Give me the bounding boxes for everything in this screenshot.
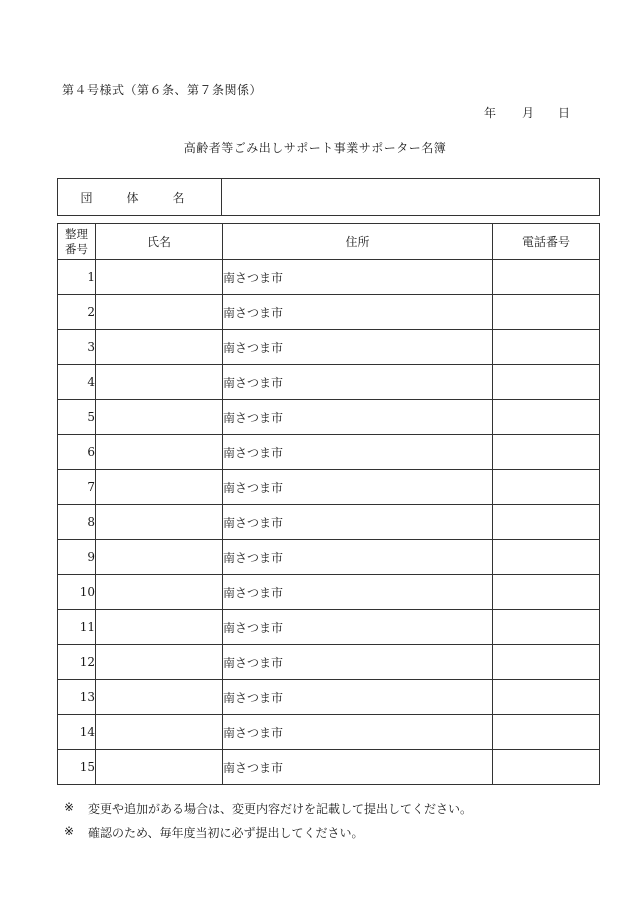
phone-field[interactable]: [493, 610, 600, 645]
phone-field[interactable]: [493, 575, 600, 610]
address-field[interactable]: 南さつま市: [223, 505, 493, 540]
name-field[interactable]: [96, 750, 223, 785]
phone-field[interactable]: [493, 365, 600, 400]
header-number-line2: 番号: [65, 241, 88, 256]
phone-field[interactable]: [493, 505, 600, 540]
group-name-field[interactable]: [222, 179, 599, 215]
row-number: 9: [58, 540, 96, 575]
address-field[interactable]: 南さつま市: [223, 715, 493, 750]
name-field[interactable]: [96, 610, 223, 645]
row-number: 5: [58, 400, 96, 435]
row-number: 11: [58, 610, 96, 645]
address-field[interactable]: 南さつま市: [223, 610, 493, 645]
table-row: [58, 645, 600, 680]
table-row: [58, 330, 600, 365]
note-item: [64, 800, 472, 824]
table-row: [58, 470, 600, 505]
name-field[interactable]: [96, 330, 223, 365]
address-field[interactable]: 南さつま市: [223, 750, 493, 785]
name-field[interactable]: [96, 680, 223, 715]
row-number: 13: [58, 680, 96, 715]
note-mark: ※: [64, 800, 75, 814]
table-row: [58, 750, 600, 785]
name-field[interactable]: [96, 505, 223, 540]
name-field[interactable]: [96, 435, 223, 470]
name-field[interactable]: [96, 295, 223, 330]
name-field[interactable]: [96, 400, 223, 435]
note-text: 変更や追加がある場合は、変更内容だけを記載して提出してください。: [88, 802, 473, 816]
address-field[interactable]: 南さつま市: [223, 645, 493, 680]
date-day-label: 日: [558, 106, 571, 120]
row-number: 8: [58, 505, 96, 540]
header-phone: 電話番号: [493, 224, 600, 260]
address-field[interactable]: 南さつま市: [223, 295, 493, 330]
table-row: [58, 610, 600, 645]
table-row: [58, 295, 600, 330]
address-field[interactable]: 南さつま市: [223, 400, 493, 435]
row-number: 7: [58, 470, 96, 505]
name-field[interactable]: [96, 645, 223, 680]
notes: [64, 800, 472, 848]
row-number: 6: [58, 435, 96, 470]
note-mark: ※: [64, 824, 75, 838]
table-row: [58, 715, 600, 750]
phone-field[interactable]: [493, 680, 600, 715]
phone-field[interactable]: [493, 715, 600, 750]
name-field[interactable]: [96, 470, 223, 505]
row-number: 1: [58, 260, 96, 295]
address-field[interactable]: 南さつま市: [223, 435, 493, 470]
name-field[interactable]: [96, 260, 223, 295]
date-month-label: 月: [522, 106, 535, 120]
table-row: [58, 365, 600, 400]
address-field[interactable]: 南さつま市: [223, 330, 493, 365]
header-number-line1: 整理: [65, 226, 88, 241]
phone-field[interactable]: [493, 330, 600, 365]
header-address: 住所: [223, 224, 493, 260]
name-field[interactable]: [96, 365, 223, 400]
supporter-roster-table: [57, 223, 600, 785]
row-number: 2: [58, 295, 96, 330]
phone-field[interactable]: [493, 400, 600, 435]
address-field[interactable]: 南さつま市: [223, 365, 493, 400]
row-number: 12: [58, 645, 96, 680]
phone-field[interactable]: [493, 435, 600, 470]
phone-field[interactable]: [493, 260, 600, 295]
header-name: 氏名: [96, 224, 223, 260]
row-number: 14: [58, 715, 96, 750]
phone-field[interactable]: [493, 540, 600, 575]
phone-field[interactable]: [493, 470, 600, 505]
name-field[interactable]: [96, 715, 223, 750]
table-row: [58, 260, 600, 295]
address-field[interactable]: 南さつま市: [223, 260, 493, 295]
group-name-box: [57, 178, 600, 216]
row-number: 4: [58, 365, 96, 400]
header-number: [58, 224, 96, 260]
date-year-label: 年: [484, 106, 497, 120]
document-title: 高齢者等ごみ出しサポート事業サポーター名簿: [183, 141, 447, 155]
table-row: [58, 435, 600, 470]
form-number: 第４号様式（第６条、第７条関係）: [62, 83, 263, 97]
table-row: [58, 505, 600, 540]
note-text: 確認のため、毎年度当初に必ず提出してください。: [88, 826, 364, 840]
table-row: [58, 680, 600, 715]
address-field[interactable]: 南さつま市: [223, 680, 493, 715]
table-header-row: [58, 224, 600, 260]
note-item: [64, 824, 472, 848]
phone-field[interactable]: [493, 295, 600, 330]
address-field[interactable]: 南さつま市: [223, 540, 493, 575]
row-number: 15: [58, 750, 96, 785]
row-number: 10: [58, 575, 96, 610]
phone-field[interactable]: [493, 645, 600, 680]
phone-field[interactable]: [493, 750, 600, 785]
row-number: 3: [58, 330, 96, 365]
address-field[interactable]: 南さつま市: [223, 470, 493, 505]
address-field[interactable]: 南さつま市: [223, 575, 493, 610]
table-row: [58, 400, 600, 435]
group-name-label: 団体名: [58, 179, 222, 215]
name-field[interactable]: [96, 540, 223, 575]
name-field[interactable]: [96, 575, 223, 610]
table-row: [58, 540, 600, 575]
table-row: [58, 575, 600, 610]
